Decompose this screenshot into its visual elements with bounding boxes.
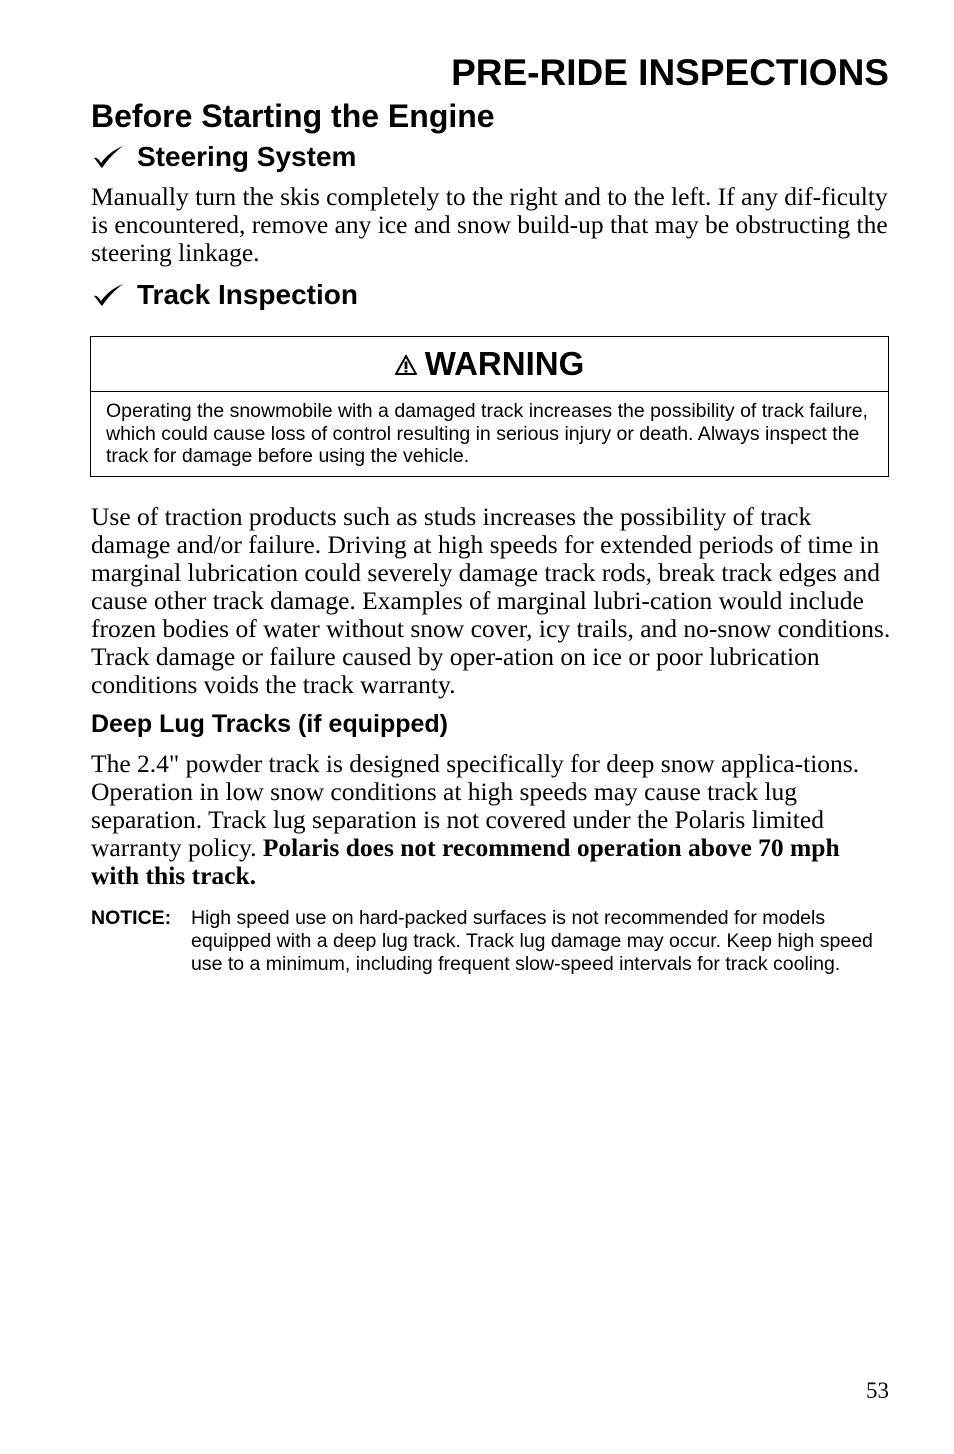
deep-lug-tracks-bold-text: Polaris does not recommend operation above 70 mph with this track. (91, 833, 840, 890)
deep-lug-tracks-text: The 2.4" powder track is designed specifically for deep snow applica-tions. Operation in low snow conditions at high speeds may cause track lug separation. Track lug separation is not covered under the Polaris limited warranty policy. (91, 749, 860, 862)
notice-text: High speed use on hard-packed surfaces is not recommended for models equipped with a deep lug track. Track lug damage may occur. Keep high speed use to a minimum, including frequent slow-speed intervals for track cooling. (191, 907, 873, 975)
steering-system-paragraph: Manually turn the skis completely to the right and to the left. If any dif-ficulty is encountered, remove any ice and snow build-up that may be obstructing the steering linkage. (91, 182, 888, 267)
deep-lug-tracks-paragraph (91, 750, 891, 890)
notice-label: NOTICE: (91, 907, 172, 929)
page-number: 53 (866, 1378, 889, 1403)
deep-lug-tracks-heading: Deep Lug Tracks (if equipped) (91, 710, 448, 738)
warning-text: Operating the snowmobile with a damaged track increases the possibility of track failure, which could cause loss of control resulting in serious injury or death. Always inspect the track for damage before using the vehicle. (106, 400, 868, 467)
chapter-title: PRE-RIDE INSPECTIONS (451, 52, 889, 93)
steering-system-heading (91, 141, 356, 173)
steering-system-heading-label: Steering System (137, 141, 357, 172)
warning-title: WARNING (424, 345, 585, 382)
track-inspection-heading-label: Track Inspection (137, 279, 358, 310)
warning-box (90, 336, 889, 477)
traction-products-paragraph: Use of traction products such as studs increases the possibility of track damage and/or failure. Driving at high speeds for extended periods of time in marginal lubrication could severely damage track rods, break track edges and cause other track damage. Examples of marginal lubri-cation would include frozen bodies of water without snow cover, icy trails, and no-snow conditions. Track damage or failure caused by oper-ation on ice or poor lubrication conditions voids the track warranty. (91, 502, 891, 699)
checkmark-icon (91, 282, 125, 308)
warning-header (91, 337, 888, 392)
alert-triangle-icon (395, 355, 417, 375)
notice-block (91, 907, 891, 976)
track-inspection-heading (91, 279, 358, 311)
section-title: Before Starting the Engine (91, 98, 495, 134)
checkmark-icon (91, 144, 125, 170)
